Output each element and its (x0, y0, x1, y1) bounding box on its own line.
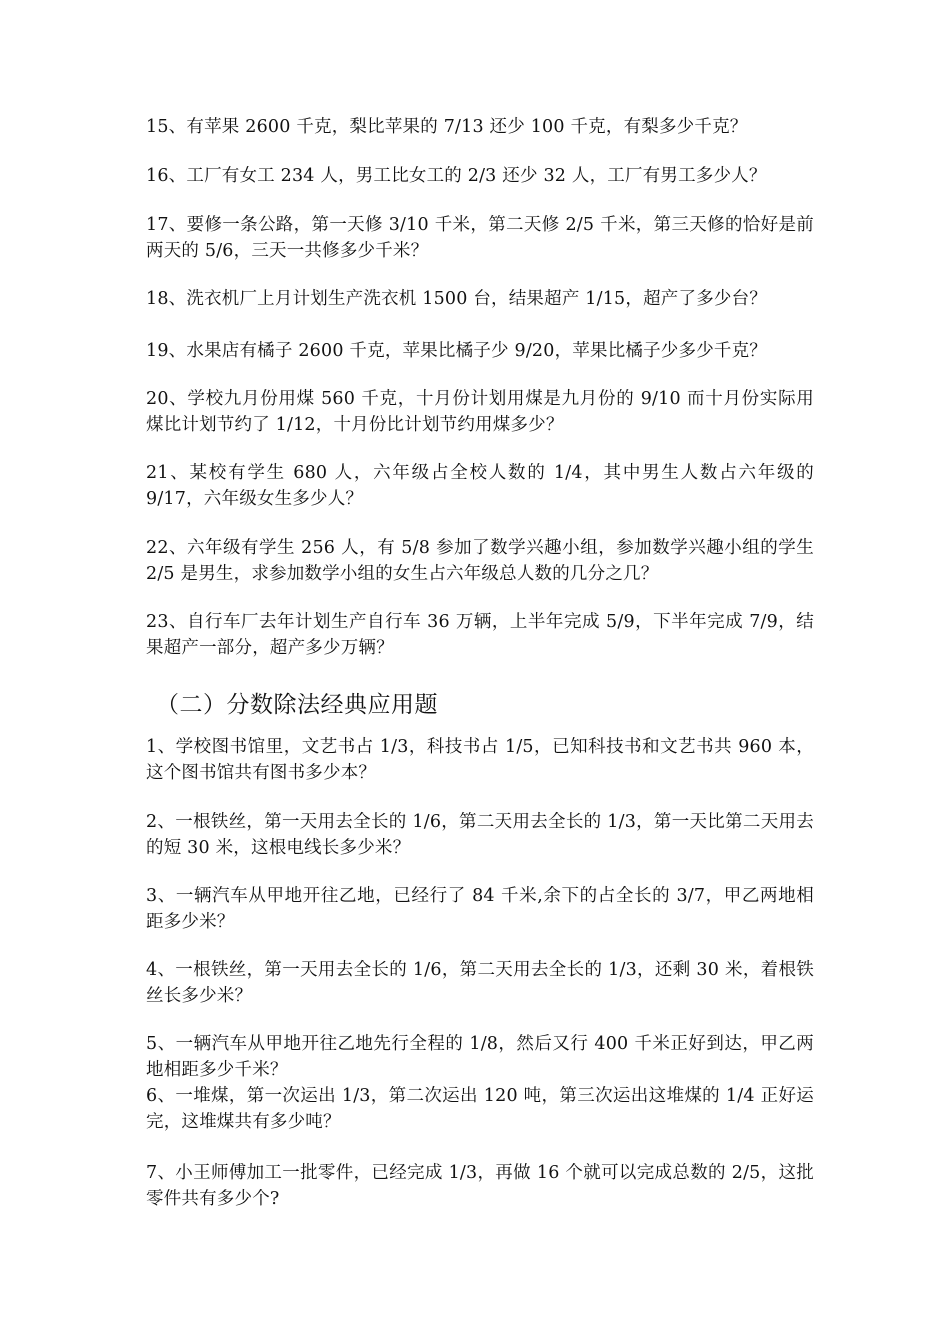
division-problem-3: 3、一辆汽车从甲地开往乙地，已经行了 84 千米,余下的占全长的 3/7，甲乙两地相距多少米？ (146, 886, 814, 932)
problem-17: 17、要修一条公路，第一天修 3/10 千米，第二天修 2/5 千米，第三天修的恰好是前两天的 5/6，三天一共修多少千米？ (146, 215, 814, 261)
division-problem-6: 6、一堆煤，第一次运出 1/3，第二次运出 120 吨，第三次运出这堆煤的 1/4 正好运完，这堆煤共有多少吨？ (146, 1086, 814, 1132)
problem-18: 18、洗衣机厂上月计划生产洗衣机 1500 台，结果超产 1/15，超产了多少台？ (146, 289, 767, 309)
problem-23: 23、自行车厂去年计划生产自行车 36 万辆，上半年完成 5/9，下半年完成 7/9，结果超产一部分，超产多少万辆？ (146, 612, 814, 658)
division-problem-5: 5、一辆汽车从甲地开往乙地先行全程的 1/8，然后又行 400 千米正好到达，甲乙两地相距多少千米？ (146, 1034, 814, 1080)
problem-20: 20、学校九月份用煤 560 千克，十月份计划用煤是九月份的 9/10 而十月份实际用煤比计划节约了 1/12，十月份比计划节约用煤多少？ (146, 389, 814, 435)
problem-19: 19、水果店有橘子 2600 千克，苹果比橘子少 9/20，苹果比橘子少多少千克？ (146, 341, 767, 361)
problem-21: 21、某校有学生 680 人，六年级占全校人数的 1/4，其中男生人数占六年级的 9/17，六年级女生多少人？ (146, 463, 814, 509)
problem-22: 22、六年级有学生 256 人，有 5/8 参加了数学兴趣小组，参加数学兴趣小组的学生 2/5 是男生，求参加数学小组的女生占六年级总人数的几分之几？ (146, 538, 814, 584)
section-heading: （二）分数除法经典应用题 (156, 692, 438, 718)
problem-16: 16、工厂有女工 234 人，男工比女工的 2/3 还少 32 人，工厂有男工多少人？ (146, 166, 767, 186)
division-problem-7: 7、小王师傅加工一批零件，已经完成 1/3，再做 16 个就可以完成总数的 2/5，这批零件共有多少个? (146, 1163, 814, 1209)
problem-15: 15、有苹果 2600 千克，梨比苹果的 7/13 还少 100 千克，有梨多少千克？ (146, 117, 748, 137)
division-problem-1: 1、学校图书馆里，文艺书占 1/3，科技书占 1/5，已知科技书和文艺书共 960 本，这个图书馆共有图书多少本？ (146, 737, 814, 783)
division-problem-2: 2、一根铁丝，第一天用去全长的 1/6，第二天用去全长的 1/3，第一天比第二天用去的短 30 米，这根电线长多少米？ (146, 812, 814, 858)
division-problem-4: 4、一根铁丝，第一天用去全长的 1/6，第二天用去全长的 1/3，还剩 30 米，着根铁丝长多少米？ (146, 960, 814, 1006)
